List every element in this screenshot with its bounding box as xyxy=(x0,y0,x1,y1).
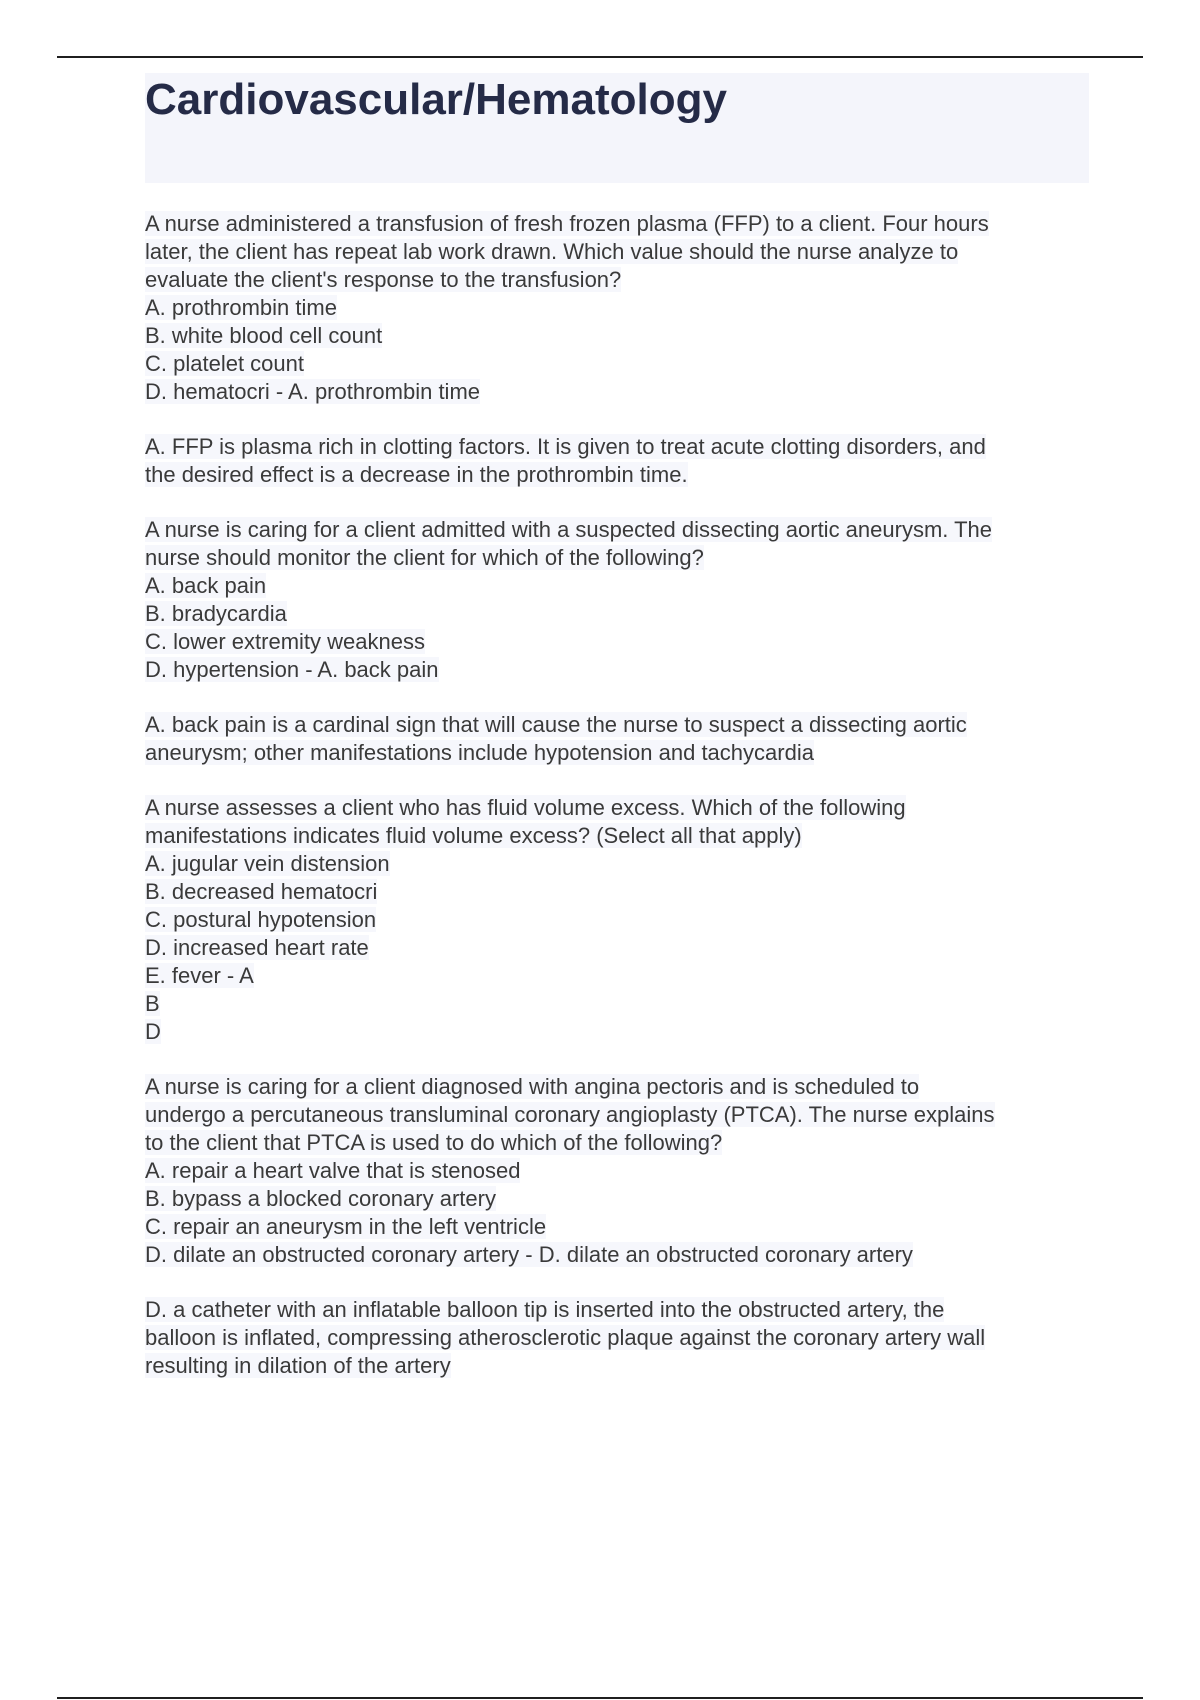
option-c: C. postural hypotension xyxy=(145,907,377,932)
option-d-answer: D. hematocri - A. prothrombin time xyxy=(145,379,481,404)
title-box xyxy=(145,73,1089,183)
text-line: the desired effect is a decrease in the prothrombin time. xyxy=(145,462,688,487)
option-b: B. decreased hematocri xyxy=(145,879,378,904)
option-c: C. lower extremity weakness xyxy=(145,629,425,654)
text-line: to the client that PTCA is used to do which of the following? xyxy=(145,1130,723,1155)
text-line: A nurse administered a transfusion of fresh frozen plasma (FFP) to a client. Four hours xyxy=(145,211,989,236)
text-line: D. a catheter with an inflatable balloon tip is inserted into the obstructed artery, the xyxy=(145,1297,945,1322)
text-line: balloon is inflated, compressing atherosclerotic plaque against the coronary artery wall xyxy=(145,1325,986,1350)
text-line: A nurse is caring for a client admitted with a suspected dissecting aortic aneurysm. The xyxy=(145,517,993,542)
option-c: C. platelet count xyxy=(145,351,304,376)
option-a: A. prothrombin time xyxy=(145,295,337,320)
option-b: B. bypass a blocked coronary artery xyxy=(145,1186,496,1211)
text-line: later, the client has repeat lab work drawn. Which value should the nurse analyze to xyxy=(145,239,959,264)
text-line: A. back pain is a cardinal sign that will cause the nurse to suspect a dissecting aortic xyxy=(145,712,967,737)
option-d-answer: D. hypertension - A. back pain xyxy=(145,657,439,682)
option-d: D. increased heart rate xyxy=(145,935,369,960)
question-ffp xyxy=(145,210,1089,406)
text-line: manifestations indicates fluid volume excess? (Select all that apply) xyxy=(145,823,802,848)
text-line: resulting in dilation of the artery xyxy=(145,1353,451,1378)
rationale-ffp xyxy=(145,433,1089,489)
option-a: A. jugular vein distension xyxy=(145,851,390,876)
document-body xyxy=(145,210,1089,1407)
text-line: undergo a percutaneous transluminal coronary angioplasty (PTCA). The nurse explains xyxy=(145,1102,995,1127)
text-line: A nurse is caring for a client diagnosed with angina pectoris and is scheduled to xyxy=(145,1074,920,1099)
answer-line: D xyxy=(145,1019,161,1044)
text-line: evaluate the client's response to the transfusion? xyxy=(145,267,622,292)
rationale-ptca xyxy=(145,1296,1089,1380)
page-title: Cardiovascular/Hematology xyxy=(145,75,727,124)
option-b: B. bradycardia xyxy=(145,601,287,626)
option-b: B. white blood cell count xyxy=(145,323,383,348)
option-e-answer: E. fever - A xyxy=(145,963,254,988)
text-line: A. FFP is plasma rich in clotting factors. It is given to treat acute clotting disorders, and xyxy=(145,434,986,459)
option-a: A. back pain xyxy=(145,573,267,598)
question-fluid-volume-excess xyxy=(145,794,1089,1046)
option-a: A. repair a heart valve that is stenosed xyxy=(145,1158,521,1183)
text-line: aneurysm; other manifestations include hypotension and tachycardia xyxy=(145,740,814,765)
top-rule xyxy=(57,56,1143,58)
option-c: C. repair an aneurysm in the left ventricle xyxy=(145,1214,547,1239)
rationale-aortic-aneurysm xyxy=(145,711,1089,767)
question-aortic-aneurysm xyxy=(145,516,1089,684)
text-line: nurse should monitor the client for which of the following? xyxy=(145,545,704,570)
option-d-answer: D. dilate an obstructed coronary artery - D. dilate an obstructed coronary artery xyxy=(145,1242,913,1267)
bottom-rule xyxy=(57,1697,1143,1699)
question-ptca xyxy=(145,1073,1089,1269)
answer-line: B xyxy=(145,991,160,1016)
text-line: A nurse assesses a client who has fluid volume excess. Which of the following xyxy=(145,795,906,820)
